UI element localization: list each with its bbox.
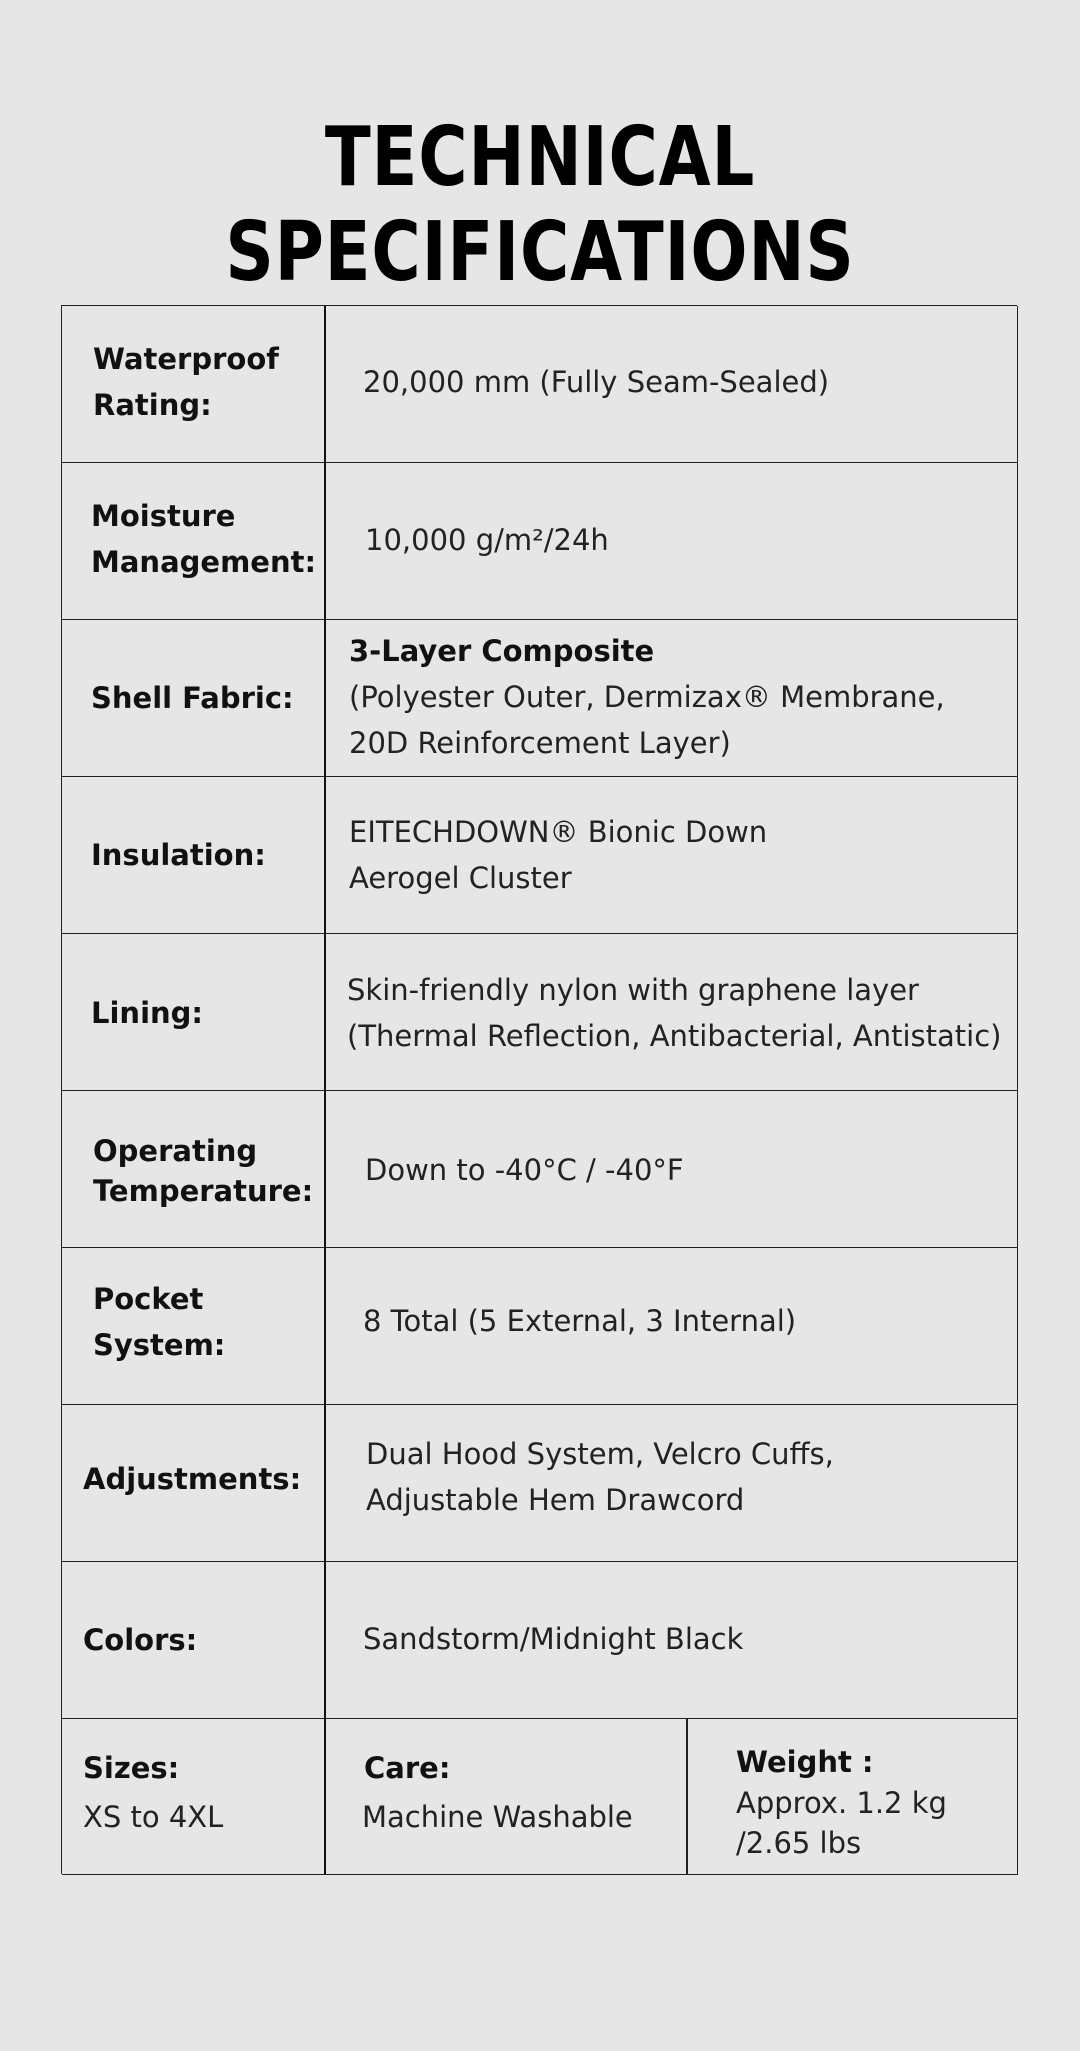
spec-row-colors <box>62 1562 1018 1719</box>
spec-value: EITECHDOWN® Bionic Down Aerogel Cluster <box>349 815 768 895</box>
weight-cell <box>736 1741 947 1863</box>
care-cell <box>364 1747 633 1837</box>
weight-value: Approx. 1.2 kg <box>736 1786 947 1820</box>
weight-value-imperial: /2.65 lbs <box>736 1826 862 1860</box>
care-value: Machine Washable <box>362 1800 633 1834</box>
column-divider <box>324 306 326 462</box>
column-divider <box>324 934 326 1090</box>
spec-label: Lining: <box>91 996 204 1030</box>
spec-row-operating-temperature <box>62 1091 1018 1248</box>
weight-label: Weight : <box>736 1745 874 1779</box>
page-title: TECHNICAL SPECIFICATIONS <box>225 110 855 300</box>
column-divider <box>324 620 326 776</box>
spec-row-pocket-system <box>62 1248 1018 1405</box>
spec-row-insulation <box>62 777 1018 934</box>
column-divider <box>324 1562 326 1718</box>
spec-label: Shell Fabric: <box>91 681 294 715</box>
sizes-cell <box>83 1747 223 1837</box>
spec-value: Dual Hood System, Velcro Cuffs, Adjustable Hem Drawcord <box>366 1437 834 1517</box>
column-divider <box>686 1719 688 1874</box>
spec-label: Adjustments: <box>83 1462 302 1496</box>
column-divider <box>324 1719 326 1874</box>
spec-value: 3-Layer Composite (Polyester Outer, Dermizax® Membrane, 20D Reinforcement Layer) <box>349 634 945 760</box>
spec-label: Insulation: <box>91 838 266 872</box>
spec-value: Skin-friendly nylon with graphene layer (Thermal Reflection, Antibacterial, Antistatic) <box>347 973 1002 1053</box>
spec-row-adjustments <box>62 1405 1018 1562</box>
spec-value: 10,000 g/m²/24h <box>365 523 609 557</box>
column-divider <box>324 1405 326 1561</box>
column-divider <box>324 463 326 619</box>
column-divider <box>324 777 326 933</box>
spec-value: Sandstorm/Midnight Black <box>363 1622 744 1656</box>
spec-row-lining <box>62 934 1018 1091</box>
column-divider <box>324 1091 326 1247</box>
care-label: Care: <box>364 1751 451 1785</box>
spec-row-waterproof-rating <box>62 306 1018 463</box>
specs-table <box>61 305 1017 1874</box>
spec-label: Pocket System: <box>93 1282 226 1362</box>
column-divider <box>324 1248 326 1404</box>
spec-label: Waterproof Rating: <box>93 342 279 422</box>
spec-row-shell-fabric <box>62 620 1018 777</box>
sizes-label: Sizes: <box>83 1751 180 1785</box>
spec-label: Operating Temperature: <box>93 1134 314 1208</box>
spec-value: 8 Total (5 External, 3 Internal) <box>363 1304 797 1338</box>
spec-value: Down to -40°C / -40°F <box>365 1153 684 1187</box>
sizes-value: XS to 4XL <box>83 1800 224 1834</box>
spec-row-footer <box>62 1719 1018 1875</box>
spec-value: 20,000 mm (Fully Seam-Sealed) <box>363 365 830 399</box>
spec-label: Moisture Management: <box>91 499 317 579</box>
spec-label: Colors: <box>83 1623 198 1657</box>
spec-row-moisture-management <box>62 463 1018 620</box>
